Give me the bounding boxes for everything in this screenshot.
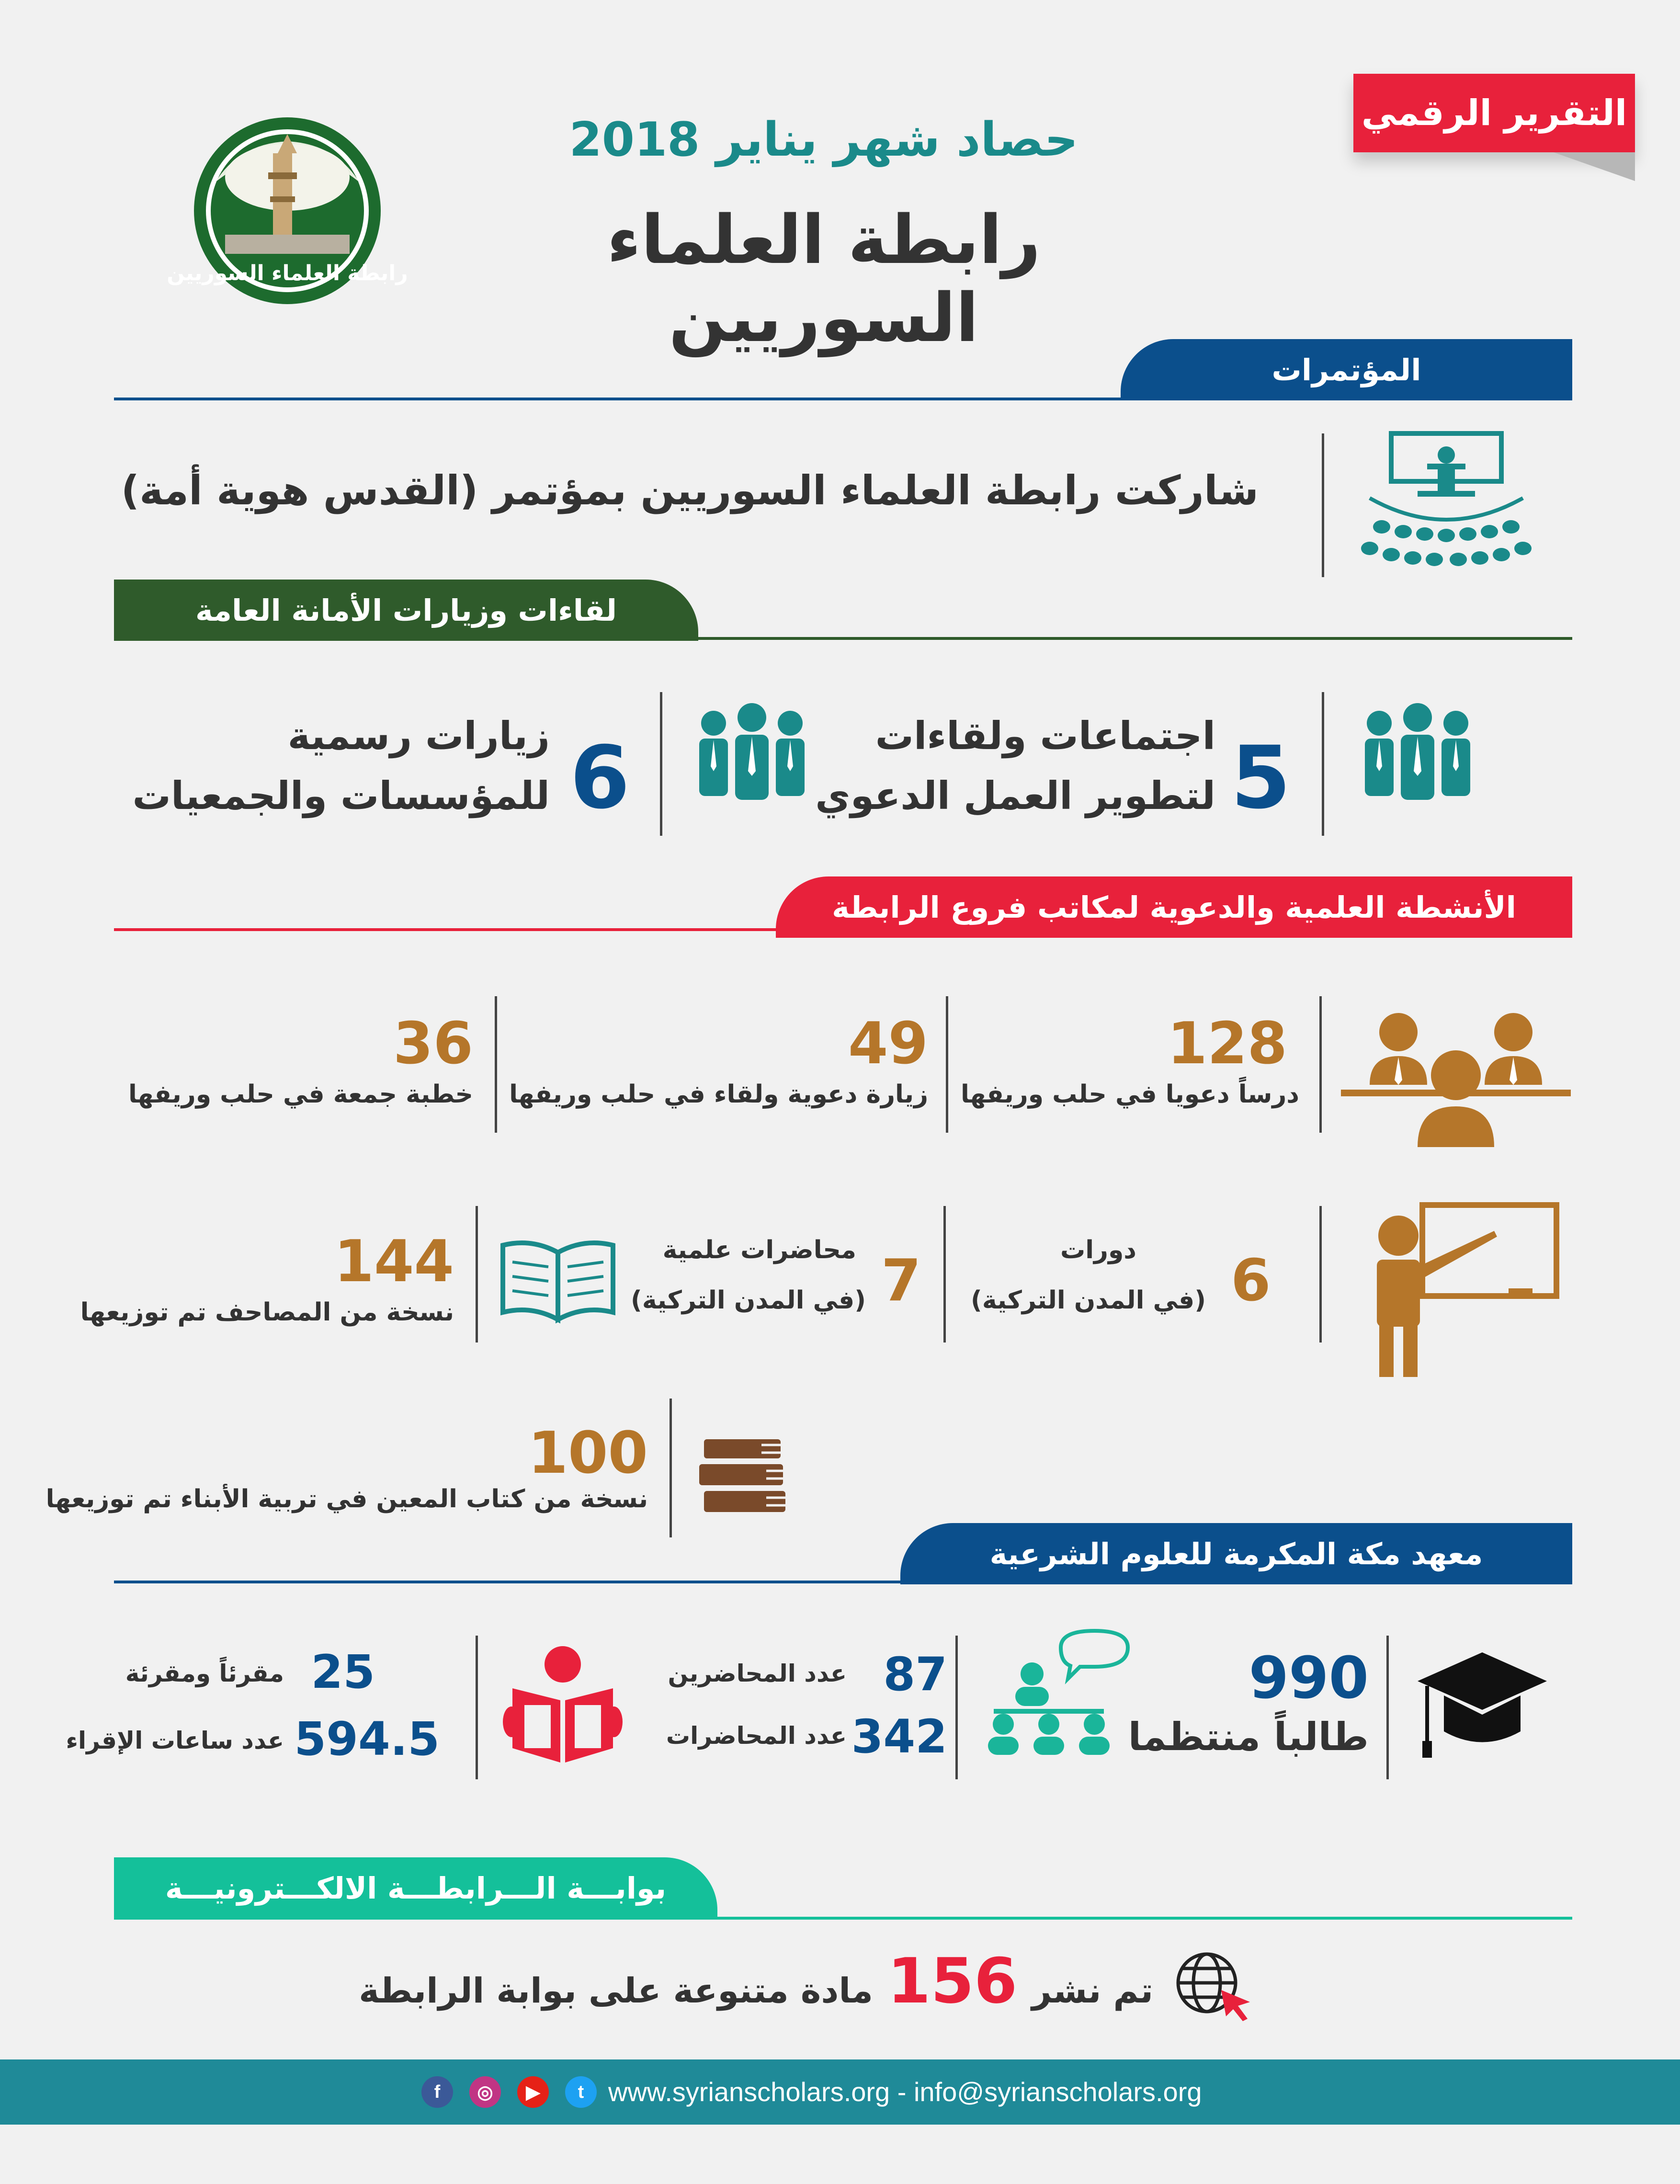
separator [1386, 1636, 1389, 1779]
group-icon [690, 704, 814, 802]
teacher-icon [1365, 1202, 1561, 1381]
separator [670, 1399, 672, 1537]
courses-label-line2: (في المدن التركية) [971, 1286, 1206, 1315]
readers-count: 25 [311, 1645, 375, 1699]
separator [495, 996, 497, 1133]
reading-hours-count: 594.5 [294, 1712, 440, 1766]
meetings-count: 5 [1231, 728, 1291, 828]
lecturers-label: عدد المحاضرين [668, 1660, 847, 1687]
mushaf-count: 144 [334, 1228, 454, 1295]
section-conferences-heading: المؤتمرات [1121, 339, 1572, 400]
meetings-label-line2: لتطوير العمل الدعوي [815, 774, 1215, 818]
visits-label-line1: زيارات رسمية [287, 714, 550, 758]
discussion-group-icon [984, 1628, 1128, 1760]
separator [1322, 433, 1324, 577]
svg-text:رابطة العلماء السوريين: رابطة العلماء السوريين [167, 261, 408, 285]
readers-label: مقرئاً ومقرئة [125, 1660, 284, 1687]
lectures-label-line1: محاضرات علمية [662, 1236, 856, 1264]
lessons-label: درساً دعويا في حلب وريفها [960, 1080, 1299, 1109]
youtube-icon[interactable]: ▶ [517, 2076, 549, 2108]
section-meetings-heading: لقاءات وزيارات الأمانة العامة [114, 580, 698, 641]
visits-label-line2: للمؤسسات والجمعيات [132, 774, 550, 818]
section-divider [114, 1917, 1572, 1920]
meetings-label-line1: اجتماعات ولقاءات [875, 714, 1215, 758]
section-divider [114, 1581, 1572, 1583]
courses-count: 6 [1231, 1248, 1271, 1314]
reading-hours-label: عدد ساعات الإقراء [66, 1727, 284, 1754]
portal-count: 156 [887, 1945, 1018, 2017]
badge-fold [1554, 152, 1635, 181]
report-subtitle: حصاد شهر يناير 2018 [569, 113, 1078, 167]
quran-book-icon [498, 1233, 618, 1326]
section-divider [114, 637, 1572, 640]
portal-prefix: تم نشر [1032, 1970, 1153, 2011]
lectures-label-line2: (في المدن التركية) [631, 1286, 866, 1315]
instagram-icon[interactable]: ◎ [469, 2076, 501, 2108]
separator [943, 1206, 946, 1342]
section-institute-heading: معهد مكة المكرمة للعلوم الشرعية [900, 1523, 1572, 1584]
book-copies-count: 100 [528, 1420, 648, 1487]
lessons-count: 128 [1167, 1011, 1287, 1077]
sermons-count: 36 [393, 1011, 473, 1077]
conference-text: شاركت رابطة العلماء السوريين بمؤتمر (القدس هوية أمة) [121, 467, 1259, 514]
group-icon [1355, 704, 1480, 802]
section-divider [114, 928, 1572, 931]
lectures-total-label: عدد المحاضرات [666, 1722, 847, 1750]
separator [1319, 996, 1322, 1133]
report-badge: التقرير الرقمي [1353, 74, 1635, 152]
books-stack-icon [699, 1434, 790, 1518]
twitter-icon[interactable]: t [565, 2076, 597, 2108]
dawah-visits-label: زيارة دعوية ولقاء في حلب وريفها [509, 1080, 928, 1109]
separator [955, 1636, 958, 1779]
portal-text [359, 1945, 1153, 2017]
separator [660, 692, 662, 836]
separator [476, 1206, 478, 1342]
section-portal-heading: بوابـــة الـــرابطـــة الالكـــترونيـــة [114, 1857, 717, 1919]
footer-contact[interactable]: www.syrianscholars.org - info@syrianscholars.org [608, 2077, 1202, 2107]
lecturers-count: 87 [883, 1648, 947, 1701]
portal-suffix: مادة متنوعة على بوابة الرابطة [359, 1970, 873, 2011]
report-title: رابطة العلماء السوريين [607, 201, 1041, 357]
logo [167, 115, 408, 307]
graduation-cap-icon [1415, 1648, 1549, 1764]
students-count: 990 [1249, 1645, 1369, 1712]
students-label: طالباً منتظما [1128, 1715, 1369, 1759]
mushaf-label: نسخة من المصاحف تم توزيعها [80, 1298, 454, 1327]
section-activities-heading: الأنشطة العلمية والدعوية لمكاتب فروع الرابطة [776, 876, 1572, 938]
separator [1322, 692, 1324, 836]
visits-count: 6 [570, 728, 630, 828]
lectures-count: 7 [881, 1248, 921, 1314]
reading-person-icon [503, 1645, 623, 1767]
globe-icon [1173, 1949, 1255, 2023]
separator [1319, 1206, 1322, 1342]
conference-icon [1355, 431, 1537, 581]
separator [476, 1636, 478, 1779]
lectures-total: 342 [851, 1710, 947, 1763]
courses-label-line1: دورات [1060, 1236, 1136, 1264]
facebook-icon[interactable]: f [421, 2076, 453, 2108]
dawah-visits-count: 49 [848, 1011, 928, 1077]
sermons-label: خطبة جمعة في حلب وريفها [128, 1080, 473, 1109]
classroom-icon [1341, 1003, 1571, 1149]
section-divider [114, 398, 1572, 400]
separator [946, 996, 948, 1133]
book-copies-label: نسخة من كتاب المعين في تربية الأبناء تم توزيعها [45, 1485, 648, 1513]
